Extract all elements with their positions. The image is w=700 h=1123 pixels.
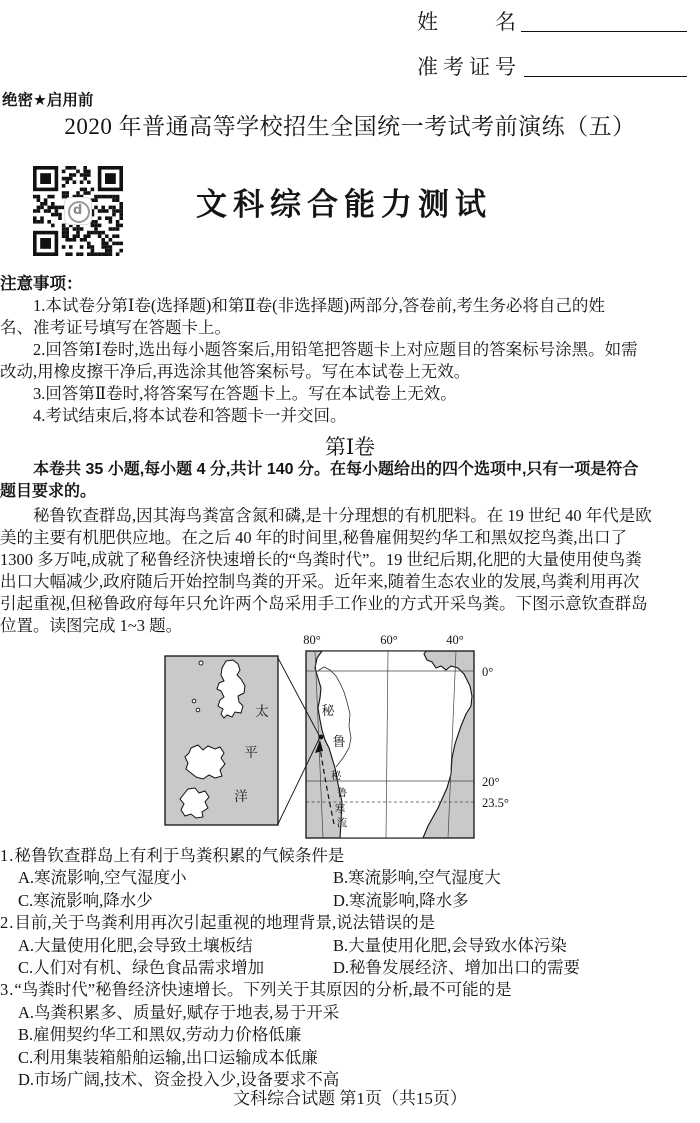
latitude-label-0: 0° — [482, 665, 494, 679]
question-2-options-row — [0, 957, 700, 979]
option-1A: A.寒流影响,空气湿度小 — [18, 868, 187, 888]
current-label-char: 秘 — [330, 771, 342, 782]
notes-line: 4.考试结束后,将本试卷和答题卡一并交回。 — [33, 406, 347, 425]
questions-block — [0, 845, 700, 1091]
islet-dot — [196, 708, 200, 712]
current-label-char: 寒 — [334, 804, 346, 815]
passage-line: 位置。读图完成 1~3 题。 — [0, 616, 183, 635]
option-3C: C.利用集装箱船舶运输,出口运输成本低廉 — [18, 1047, 318, 1067]
option-2C: C.人们对有机、绿色食品需求增加 — [18, 958, 265, 978]
name-label-char1: 姓 — [417, 10, 438, 34]
question-1-options-row — [0, 890, 700, 912]
notes-line: 2.回答第Ⅰ卷时,选出每小题答案后,用铅笔把答题卡上对应题目的答案标号涂黑。如需 — [33, 340, 638, 359]
passage-line: 引起重视,但秘鲁政府每年只允许两个岛采用手工作业的方式开采鸟粪。下图示意钦查群岛 — [0, 594, 648, 613]
chincha-islands-map-figure — [158, 626, 530, 844]
pacific-label-char: 太 — [255, 704, 269, 719]
notes-line: 3.回答第Ⅱ卷时,将答案写在答题卡上。写在本试卷上无效。 — [33, 384, 457, 403]
qr-code — [33, 166, 123, 256]
option-1C: C.寒流影响,降水少 — [18, 890, 153, 910]
option-2A: A.大量使用化肥,会导致土壤板结 — [18, 935, 253, 955]
peru-label-char: 鲁 — [332, 734, 346, 749]
latitude-label-23-5: 23.5° — [482, 796, 509, 810]
longitude-label-40: 40° — [446, 633, 464, 647]
section1-title: 第Ⅰ卷 — [324, 435, 376, 459]
current-label-char: 流 — [336, 818, 348, 829]
exam-title: 2020 年普通高等学校招生全国统一考试考前演练（五） — [64, 114, 636, 139]
qr-center-logo: d — [64, 197, 92, 225]
pacific-label-char: 洋 — [234, 789, 248, 804]
option-2D: D.秘鲁发展经济、增加出口的需要 — [333, 958, 581, 978]
passage-line: 出口大幅减少,政府随后开始控制鸟粪的开采。近年来,随着生态农业的发展,鸟粪利用再次 — [0, 572, 640, 591]
longitude-label-80: 80° — [303, 633, 321, 647]
notes-line: 名、准考证号填写在答题卡上。 — [0, 318, 231, 337]
peru-label-char: 秘 — [321, 703, 335, 718]
notes-heading: 注意事项： — [0, 275, 83, 293]
page-footer: 文科综合试题 第1页（共15页） — [233, 1089, 467, 1108]
name-label-char2: 名 — [495, 10, 516, 34]
islet-dot — [192, 699, 196, 703]
question-3-stem: 3.“鸟粪时代”秘鲁经济快速增长。下列关于其原因的分析,最不可能的是 — [0, 980, 512, 1000]
current-label-char: 鲁 — [336, 788, 348, 799]
question-1-stem: 1.秘鲁钦查群岛上有利于鸟粪积累的气候条件是 — [0, 846, 345, 865]
section1-intro — [0, 459, 700, 503]
passage-line: 秘鲁钦查群岛,因其海鸟粪富含氮和磷,是十分理想的有机肥料。在 19 世纪 40 年代是欧 — [33, 506, 652, 525]
longitude-label-60: 60° — [380, 633, 398, 647]
admission-number-row — [417, 51, 521, 81]
admission-number-label: 准考证号 — [417, 55, 521, 79]
admission-number-blank-field — [524, 53, 687, 77]
question-2-options-row — [0, 935, 700, 957]
notes-line: 改动,用橡皮擦干净后,再选涂其他答案标号。写在本试卷上无效。 — [0, 362, 471, 381]
option-1D: D.寒流影响,降水多 — [333, 890, 469, 910]
subject-title: 文科综合能力测试 — [196, 187, 492, 222]
chincha-islands-dot — [319, 735, 324, 740]
passage-line: 1300 多万吨,成就了秘鲁经济快速增长的“鸟粪时代”。19 世纪后期,化肥的大量使用使鸟粪 — [0, 550, 642, 569]
question-2-stem: 2.目前,关于鸟粪利用再次引起重视的地理背景,说法错误的是 — [0, 913, 436, 933]
option-2B: B.大量使用化肥,会导致水体污染 — [333, 935, 567, 955]
passage-line: 美的主要有机肥供应地。在之后 40 年的时间里,秘鲁雇佣契约华工和黑奴挖鸟粪,出口了 — [0, 528, 627, 547]
notes-section — [0, 273, 700, 427]
question-1-options-row — [0, 867, 700, 889]
option-1B: B.寒流影响,空气湿度大 — [333, 868, 501, 888]
pacific-label-char: 平 — [244, 745, 258, 760]
notes-line: 1.本试卷分第Ⅰ卷(选择题)和第Ⅱ卷(非选择题)两部分,答卷前,考生务必将自己的姓 — [33, 296, 605, 315]
latitude-label-20: 20° — [482, 775, 500, 789]
passage — [0, 505, 700, 637]
map-svg — [158, 626, 530, 844]
name-row — [417, 6, 516, 36]
option-3A: A.鸟粪积累多、质量好,赋存于地表,易于开采 — [18, 1002, 340, 1022]
name-blank-field — [521, 8, 687, 32]
islet-dot — [199, 661, 203, 665]
intro-line: 题目要求的。 — [0, 483, 97, 500]
intro-line: 本卷共 35 小题,每小题 4 分,共计 140 分。在每小题给出的四个选项中,只有一项是符合 — [33, 461, 639, 478]
secrecy-notice: 绝密★启用前 — [2, 92, 94, 109]
option-3B: B.雇佣契约华工和黑奴,劳动力价格低廉 — [18, 1025, 302, 1045]
option-3D: D.市场广阔,技术、资金投入少,设备要求不高 — [18, 1070, 340, 1090]
